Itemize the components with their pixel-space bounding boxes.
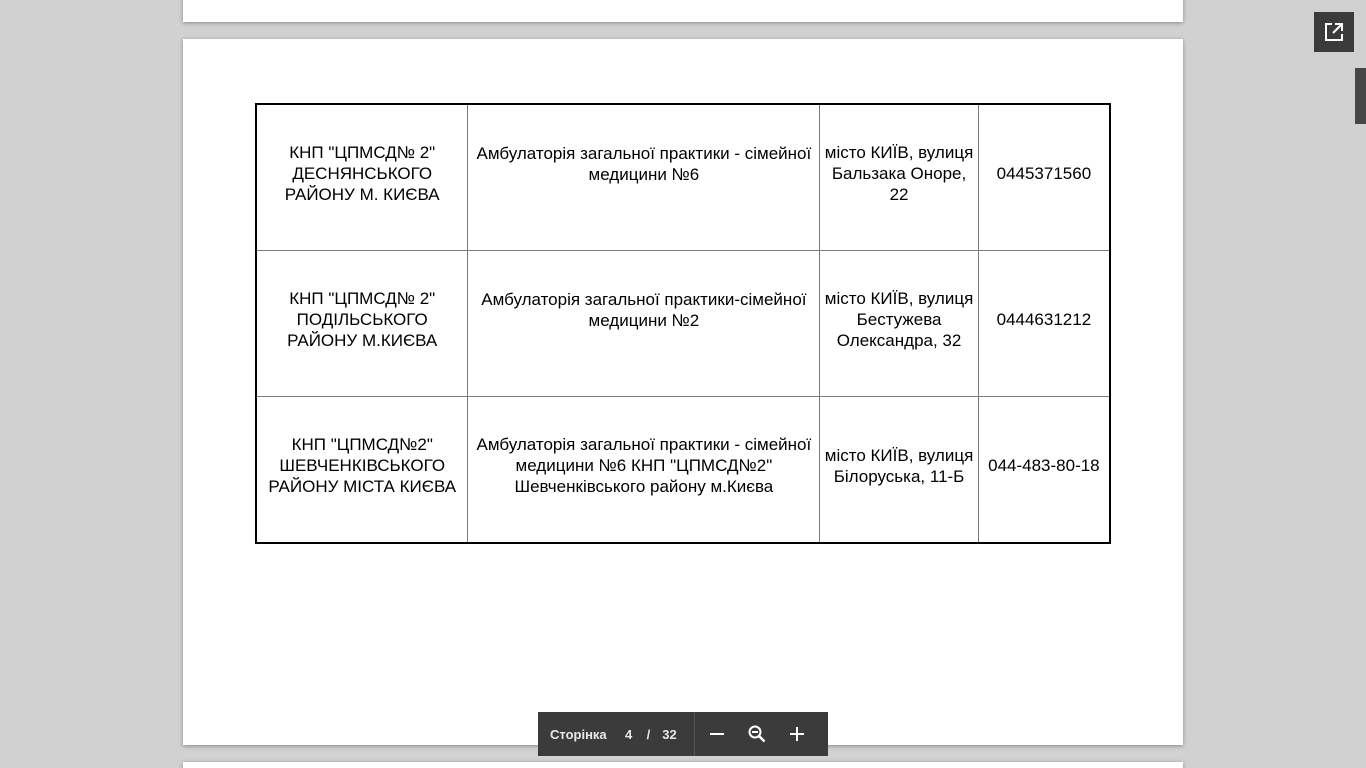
current-page-input[interactable]: 4 xyxy=(625,726,633,742)
zoom-out-button[interactable] xyxy=(697,712,737,756)
facility-name-text: Амбулаторія загальної практики - сімейної медицини №6 КНП "ЦПМСД№2" Шевченківського району м.Києва xyxy=(476,435,812,496)
previous-page xyxy=(183,0,1183,22)
scrollbar-thumb[interactable] xyxy=(1355,68,1366,124)
address-cell xyxy=(820,104,978,251)
phone-cell xyxy=(978,397,1110,544)
address-text: місто КИЇВ, вулиця Бальзака Оноре, 22 xyxy=(824,143,974,204)
zoom-reset-button[interactable] xyxy=(737,712,777,756)
facility-name-cell xyxy=(468,251,820,397)
vertical-scrollbar[interactable] xyxy=(1354,52,1366,768)
address-text: місто КИЇВ, вулиця Білоруська, 11-Б xyxy=(824,445,974,486)
address-cell xyxy=(820,251,978,397)
current-page xyxy=(183,39,1183,745)
org-text: КНП "ЦПМСД№2" ШЕВЧЕНКІВСЬКОГО РАЙОНУ МІСТА КИЄВА xyxy=(268,435,457,496)
open-in-new-icon xyxy=(1324,22,1344,42)
phone-text: 044-483-80-18 xyxy=(988,456,1100,475)
address-cell xyxy=(820,397,978,544)
page-toolbar xyxy=(538,712,828,756)
facility-name-text: Амбулаторія загальної практики-сімейної медицини №2 xyxy=(481,289,807,330)
org-cell xyxy=(256,104,468,251)
facility-name-cell xyxy=(468,104,820,251)
next-page xyxy=(183,762,1183,768)
address-text: місто КИЇВ, вулиця Бестужева Олександра, 32 xyxy=(824,289,974,350)
phone-text: 0445371560 xyxy=(996,164,1092,183)
phone-cell xyxy=(978,104,1110,251)
table-row xyxy=(256,251,1110,397)
org-text: КНП "ЦПМСД№ 2" ДЕСНЯНСЬКОГО РАЙОНУ М. КИЄВА xyxy=(284,143,440,204)
minus-icon xyxy=(709,726,725,742)
table-row xyxy=(256,104,1110,251)
org-text: КНП "ЦПМСД№ 2" ПОДІЛЬСЬКОГО РАЙОНУ М.КИЄВА xyxy=(287,289,438,350)
magnifier-icon xyxy=(747,724,767,744)
toolbar-divider xyxy=(694,712,695,756)
page-separator: / xyxy=(646,726,651,742)
page-label: Сторінка xyxy=(550,726,607,742)
total-pages: 32 xyxy=(662,726,677,742)
phone-cell xyxy=(978,251,1110,397)
facility-name-text: Амбулаторія загальної практики - сімейної медицини №6 xyxy=(476,143,812,184)
org-cell xyxy=(256,251,468,397)
open-in-new-window-button[interactable] xyxy=(1314,12,1354,52)
facilities-table xyxy=(255,103,1111,544)
table-row xyxy=(256,397,1110,544)
org-cell xyxy=(256,397,468,544)
plus-icon xyxy=(789,726,805,742)
facility-name-cell xyxy=(468,397,820,544)
zoom-in-button[interactable] xyxy=(777,712,817,756)
phone-text: 0444631212 xyxy=(996,310,1092,329)
